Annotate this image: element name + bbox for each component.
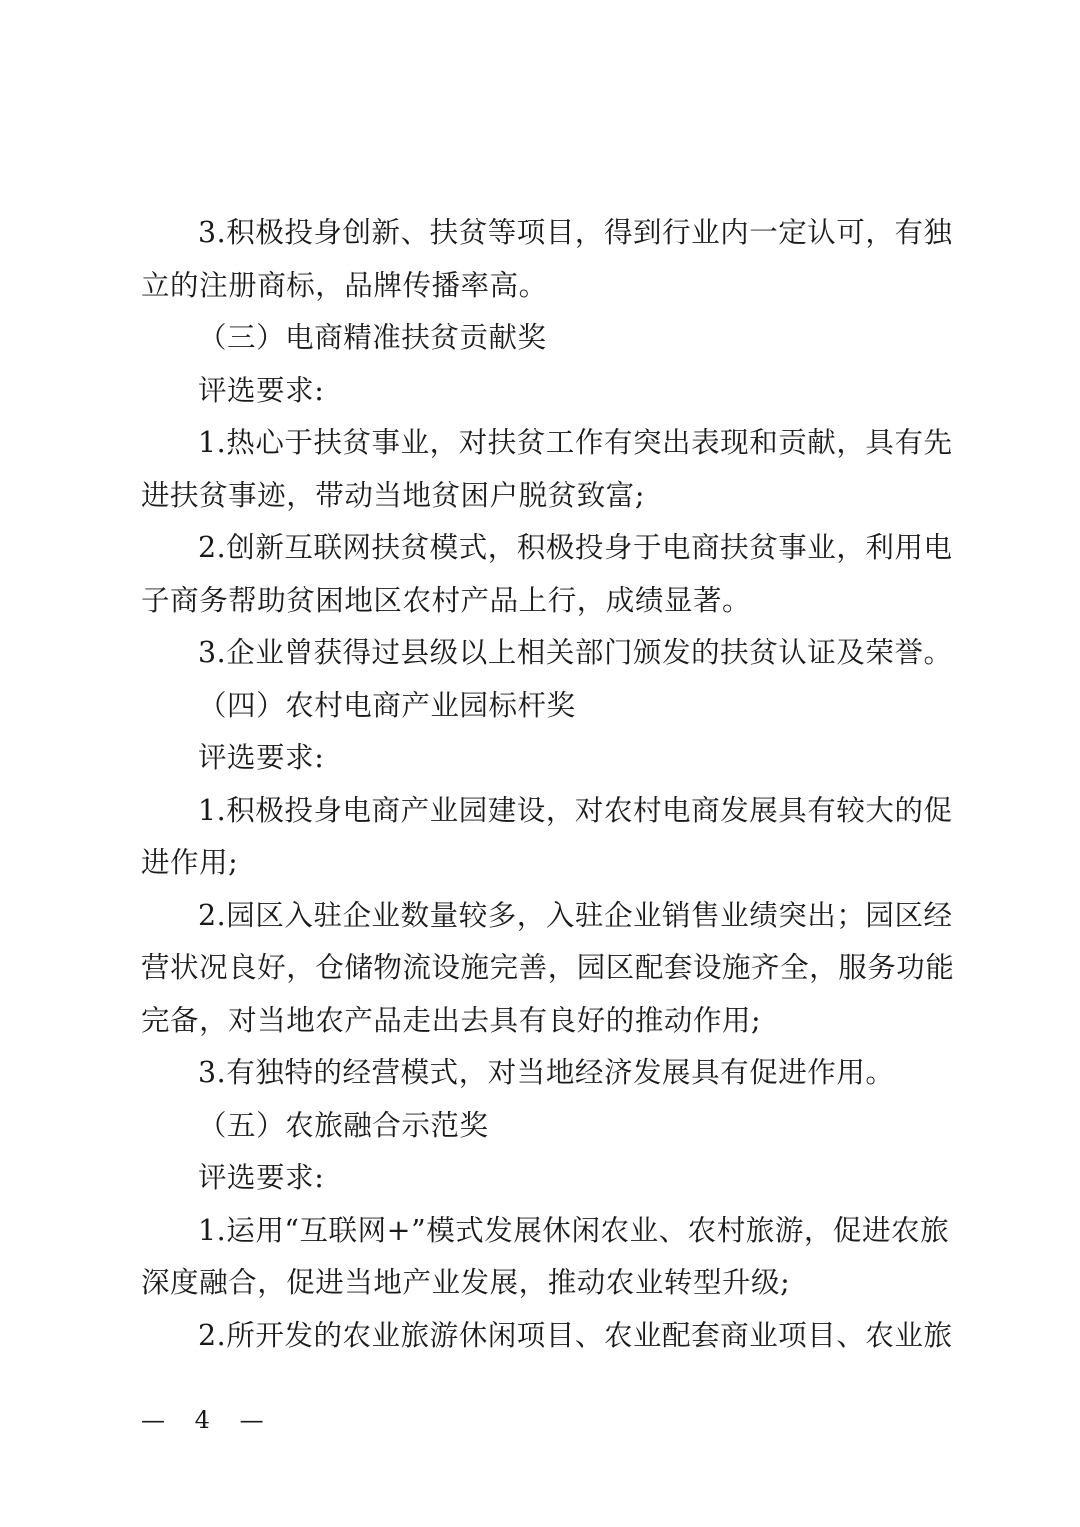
section-heading: （四）农村电商产业园标杆奖 (198, 688, 576, 722)
page-number-footer (141, 1404, 264, 1436)
paragraph-line: 3.有独特的经营模式，对当地经济发展具有促进作用。 (198, 1056, 895, 1089)
paragraph-line: 立的注册商标，品牌传播率高。 (141, 268, 548, 302)
paragraph-line: 营状况良好，仓储物流设施完善，园区配套设施齐全，服务功能 (141, 951, 955, 984)
section-heading: （三）电商精准扶贫贡献奖 (198, 321, 547, 354)
requirements-label: 评选要求: (198, 741, 325, 774)
paragraph-line: 1.积极投身电商产业园建设，对农村电商发展具有较大的促 (198, 793, 953, 827)
paragraph-line: 进作用; (141, 846, 239, 879)
paragraph-line: 1.热心于扶贫事业，对扶贫工作有突出表现和贡献，具有先 (198, 426, 953, 459)
paragraph-line: 3.企业曾获得过县级以上相关部门颁发的扶贫认证及荣誉。 (198, 636, 953, 669)
paragraph-line: 完备，对当地农产品走出去具有良好的推动作用; (141, 1003, 762, 1037)
page-number: 4 (194, 1406, 210, 1434)
paragraph-line: 2.园区入驻企业数量较多，入驻企业销售业绩突出；园区经 (198, 898, 953, 932)
section-heading: （五）农旅融合示范奖 (198, 1108, 489, 1142)
page-number-dash-right: — (239, 1406, 264, 1434)
paragraph-line: 1.运用“互联网+”模式发展休闲农业、农村旅游，促进农旅 (198, 1213, 950, 1247)
requirements-label: 评选要求: (198, 1161, 325, 1194)
paragraph-line: 2.所开发的农业旅游休闲项目、农业配套商业项目、农业旅 (198, 1318, 953, 1352)
page-number-dash-left: — (141, 1406, 165, 1434)
paragraph-line: 3.积极投身创新、扶贫等项目，得到行业内一定认可，有独 (198, 216, 953, 249)
paragraph-line: 进扶贫事迹，带动当地贫困户脱贫致富; (141, 478, 646, 512)
paragraph-line: 子商务帮助贫困地区农村产品上行，成绩显著。 (141, 583, 752, 617)
requirements-label: 评选要求: (198, 373, 325, 407)
document-body (141, 207, 955, 1362)
paragraph-line: 2.创新互联网扶贫模式，积极投身于电商扶贫事业，利用电 (198, 531, 953, 564)
paragraph-line: 深度融合，促进当地产业发展，推动农业转型升级; (141, 1266, 791, 1299)
